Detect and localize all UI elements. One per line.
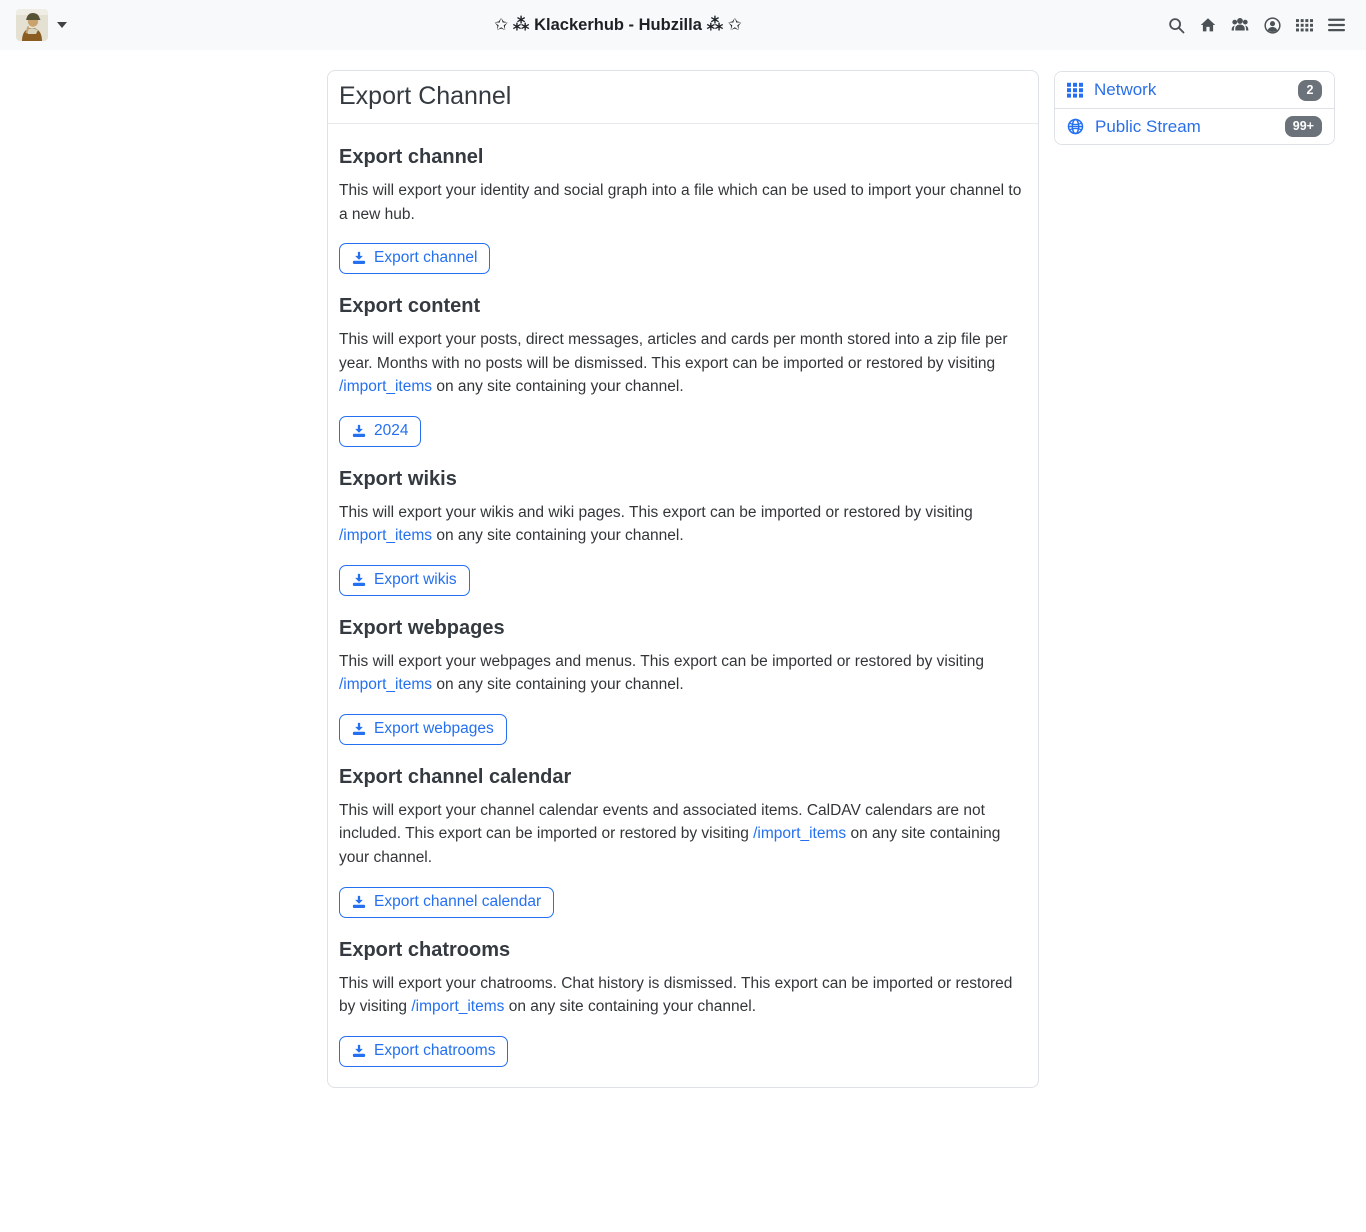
text-pre: This will export your chatrooms. Chat history is dismissed. This export can be imported or restored by visiting [339, 974, 1013, 1016]
status-badge: 2 [1298, 80, 1322, 101]
section-text [339, 650, 1027, 697]
section-heading: Export wikis [339, 467, 457, 490]
download-icon [352, 251, 366, 265]
profile-avatar[interactable] [16, 9, 48, 41]
import-items-link[interactable]: /import_items [339, 378, 433, 396]
page-title: Export Channel [328, 71, 1038, 124]
text-post: on any site containing your channel. [504, 998, 757, 1016]
button-label: Export webpages [374, 719, 494, 737]
download-icon [352, 573, 366, 587]
sidebar-item-label: Public Stream [1095, 116, 1201, 136]
section-heading: Export channel [339, 146, 484, 168]
export-chatrooms-button[interactable] [339, 1036, 508, 1067]
text-pre: This will export your webpages and menus. This export can be imported or restored by visiting [339, 652, 984, 670]
button-label: Export channel calendar [374, 892, 542, 910]
apps-grid-icon[interactable] [1288, 7, 1320, 43]
export-channel-card [327, 70, 1039, 1088]
export-webpages-button[interactable] [339, 714, 507, 745]
button-label: 2024 [374, 421, 409, 439]
section-heading: Export chatrooms [339, 938, 511, 961]
button-label: Export channel [374, 249, 478, 267]
site-title: ✩ ⁂ Klackerhub - Hubzilla ⁂ ✩ [494, 16, 742, 34]
button-label: Export chatrooms [374, 1041, 496, 1059]
import-items-link[interactable]: /import_items [411, 998, 505, 1016]
import-items-link[interactable]: /import_items [753, 825, 847, 843]
export-channel-calendar-button[interactable] [339, 887, 554, 918]
section-heading: Export content [339, 295, 481, 318]
groups-icon[interactable] [1224, 7, 1256, 43]
status-badge: 99+ [1285, 116, 1322, 137]
section-heading: Export channel calendar [339, 765, 572, 788]
import-items-link[interactable]: /import_items [339, 527, 433, 545]
chevron-down-icon[interactable] [57, 22, 67, 28]
text-pre: This will export your wikis and wiki pages. This export can be imported or restored by visiting [339, 503, 973, 521]
section-export-content [339, 295, 1027, 447]
grid-icon [1067, 82, 1083, 98]
menu-bars-icon[interactable] [1320, 7, 1352, 43]
content-layout [0, 50, 1366, 1088]
home-icon[interactable] [1192, 7, 1224, 43]
navbar-actions [1160, 7, 1352, 43]
sidebar-item-public-stream[interactable] [1055, 108, 1334, 144]
download-icon [352, 722, 366, 736]
card-body [328, 124, 1038, 1087]
section-export-wikis [339, 468, 1027, 596]
text-post: on any site containing your channel. [432, 676, 684, 694]
text-pre: This will export your identity and social graph into a file which can be used to import your channel to a new hub. [339, 182, 1022, 223]
navbar-profile-area [16, 9, 76, 41]
section-export-chatrooms [339, 939, 1027, 1067]
download-icon [352, 424, 366, 438]
account-icon[interactable] [1256, 7, 1288, 43]
search-icon[interactable] [1160, 7, 1192, 43]
import-items-link[interactable]: /import_items [339, 676, 433, 694]
section-text [339, 799, 1027, 870]
text-pre: This will export your channel calendar events and associated items. CalDAV calendars are not included. This export can be imported or restored by visiting [339, 801, 985, 843]
top-navbar [0, 0, 1366, 50]
section-export-channel-calendar [339, 766, 1027, 918]
section-export-channel [339, 146, 1027, 274]
section-text [339, 179, 1027, 226]
sidebar-item-label: Network [1094, 80, 1157, 99]
section-export-webpages [339, 617, 1027, 745]
text-post: on any site containing your channel. [339, 825, 1001, 867]
section-text [339, 972, 1027, 1019]
globe-icon [1067, 118, 1084, 135]
download-icon [352, 1044, 366, 1058]
text-post: on any site containing your channel. [432, 378, 684, 396]
text-pre: This will export your posts, direct messages, articles and cards per month stored into a zip file per year. Months with no posts will be dismissed. This export can be imported or restored by visiting [339, 331, 1008, 372]
export-channel-button[interactable] [339, 243, 490, 274]
export-wikis-button[interactable] [339, 565, 470, 596]
sidebar-item-network[interactable] [1055, 72, 1334, 108]
button-label: Export wikis [374, 570, 457, 588]
section-text [339, 328, 1027, 399]
section-heading: Export webpages [339, 616, 505, 639]
avatar-portrait [16, 9, 48, 41]
text-post: on any site containing your channel. [432, 527, 684, 545]
stream-widget [1054, 71, 1335, 145]
section-text [339, 501, 1027, 548]
download-icon [352, 895, 366, 909]
export-content-2024-button[interactable] [339, 416, 421, 447]
